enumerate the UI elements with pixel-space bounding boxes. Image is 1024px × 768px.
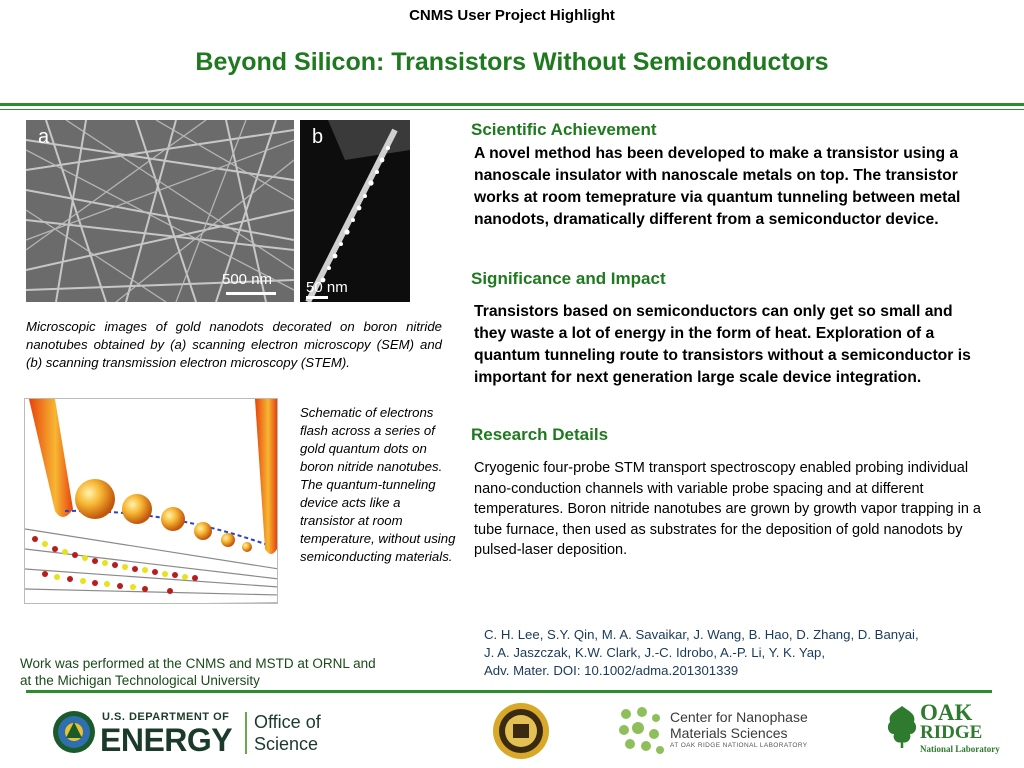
office-line-1: Office of (254, 712, 321, 732)
cnms-line-1: Center for Nanophase (670, 709, 808, 725)
cnms-line-3: AT OAK RIDGE NATIONAL LABORATORY (670, 742, 808, 749)
credit-line-1: Work was performed at the CNMS and MSTD at ORNL and (20, 656, 376, 671)
stem-image (300, 120, 410, 302)
kicker-label: CNMS User Project Highlight (409, 7, 615, 24)
impact-heading: Significance and Impact (471, 269, 666, 288)
micro-caption: Microscopic images of gold nanodots decorated on boron nitride nanotubes obtained by (a) scanning electron microscopy (SEM) and (b) scanning transmission electron microscopy (STEM). (26, 319, 442, 370)
schematic-image (24, 398, 278, 604)
ornl-line-2: RIDGE (920, 722, 983, 743)
schematic-graphic (25, 399, 278, 604)
cnms-molecule-icon (616, 704, 668, 758)
scale-label-b: 50 nm (306, 279, 348, 296)
footer-rule (26, 690, 992, 693)
scale-bar-a (226, 292, 276, 295)
reference-line-1: C. H. Lee, S.Y. Qin, M. A. Savaikar, J. Wang, B. Hao, D. Zhang, D. Banyai, (484, 627, 919, 642)
credit-line-2: at the Michigan Technological University (20, 673, 260, 688)
details-heading: Research Details (471, 425, 609, 444)
doe-seal-icon (52, 710, 96, 754)
page-title: Beyond Silicon: Transistors Without Semiconductors (195, 48, 829, 76)
reference-line-3: Adv. Mater. DOI: 10.1002/adma.201301339 (484, 663, 739, 678)
details-text: Cryogenic four-probe STM transport spectroscopy enabled probing individual nano-conduction channels with variable probe spacing and at different temperatures. Boron nitride nanotubes are grown by growth vapor trapping in a tube furnace, then used as substrates for the deposition of gold nanodots by pulsed-laser deposition. (474, 460, 981, 558)
michigan-tech-seal-icon (492, 702, 550, 760)
reference-line-2: J. A. Jaszczak, K.W. Clark, J.-C. Idrobo, A.-P. Li, Y. K. Yap, (484, 645, 826, 660)
sem-image (26, 120, 294, 302)
scale-label-a: 500 nm (222, 271, 273, 288)
office-line-2: Science (254, 734, 319, 754)
credit-block (20, 655, 450, 689)
oak-leaf-icon (884, 704, 920, 750)
panel-letter-a: a (38, 126, 50, 148)
cnms-line-2: Materials Sciences (670, 725, 788, 741)
header-rule (0, 103, 1024, 106)
scale-bar-b (306, 296, 328, 299)
reference-block (484, 626, 1004, 680)
schematic-caption: Schematic of electrons flash across a series of gold quantum dots on boron nitride nanotubes. The quantum-tunneling device acts like a transistor at room temperature, without using semiconducting materials. (300, 405, 456, 564)
impact-text: Transistors based on semiconductors can only get so small and they waste a lot of energy in the form of heat. Exploration of a quantum tunneling route to transistors without a semiconductor is important for next generation large scale device integration. (474, 303, 971, 386)
panel-letter-b: b (312, 126, 324, 148)
ornl-line-3: National Laboratory (920, 744, 1000, 754)
office-divider (245, 712, 247, 754)
achievement-text: A novel method has been developed to make a transistor using a nanoscale insulator with nanoscale metals on top. The transistor works at room temeprature via quantum tunneling between metal nanodots, dramatically different from a semiconductor device. (474, 145, 961, 228)
doe-line-2: ENERGY (100, 722, 233, 758)
doe-line-1: U.S. DEPARTMENT OF (102, 711, 230, 723)
ornl-line-1: OAK (920, 700, 973, 725)
header-rule-thin (0, 109, 1024, 110)
achievement-heading: Scientific Achievement (471, 120, 657, 139)
